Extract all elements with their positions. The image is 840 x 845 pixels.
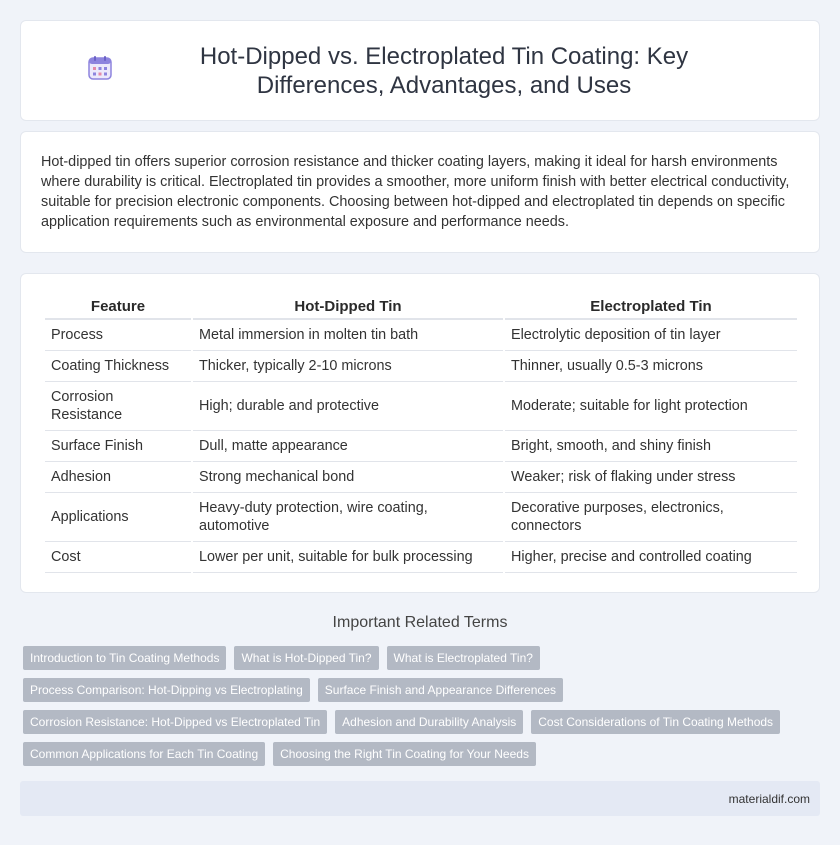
hot-dipped-cell: Thicker, typically 2-10 microns bbox=[193, 351, 503, 382]
title-card bbox=[20, 20, 820, 121]
footer bbox=[20, 781, 820, 816]
feature-cell: Surface Finish bbox=[45, 431, 191, 462]
related-term-link[interactable]: What is Hot-Dipped Tin? bbox=[234, 646, 378, 670]
header-hot-dipped: Hot-Dipped Tin bbox=[193, 294, 503, 320]
feature-cell: Cost bbox=[45, 542, 191, 573]
hot-dipped-cell: Strong mechanical bond bbox=[193, 462, 503, 493]
related-terms-tags bbox=[23, 646, 823, 774]
related-term-link[interactable]: Process Comparison: Hot-Dipping vs Electroplating bbox=[23, 678, 310, 702]
related-term-link[interactable]: Common Applications for Each Tin Coating bbox=[23, 742, 265, 766]
electroplated-cell: Moderate; suitable for light protection bbox=[505, 382, 797, 431]
table-row bbox=[45, 382, 797, 431]
table-row bbox=[45, 431, 797, 462]
feature-cell: Corrosion Resistance bbox=[45, 382, 191, 431]
table-header-row bbox=[45, 294, 797, 320]
tag-row bbox=[23, 710, 823, 734]
table-row bbox=[45, 320, 797, 351]
related-term-link[interactable]: Choosing the Right Tin Coating for Your Needs bbox=[273, 742, 536, 766]
hot-dipped-cell: Metal immersion in molten tin bath bbox=[193, 320, 503, 351]
electroplated-cell: Electrolytic deposition of tin layer bbox=[505, 320, 797, 351]
hot-dipped-cell: Lower per unit, suitable for bulk processing bbox=[193, 542, 503, 573]
title-wrap bbox=[70, 42, 770, 100]
electroplated-cell: Thinner, usually 0.5-3 microns bbox=[505, 351, 797, 382]
table-row bbox=[45, 542, 797, 573]
electroplated-cell: Weaker; risk of flaking under stress bbox=[505, 462, 797, 493]
hot-dipped-cell: Dull, matte appearance bbox=[193, 431, 503, 462]
feature-cell: Applications bbox=[45, 493, 191, 542]
related-term-link[interactable]: Cost Considerations of Tin Coating Methods bbox=[531, 710, 780, 734]
related-term-link[interactable]: Surface Finish and Appearance Differences bbox=[318, 678, 563, 702]
table-row bbox=[45, 351, 797, 382]
feature-cell: Process bbox=[45, 320, 191, 351]
related-term-link[interactable]: Adhesion and Durability Analysis bbox=[335, 710, 523, 734]
hot-dipped-cell: Heavy-duty protection, wire coating, automotive bbox=[193, 493, 503, 542]
tag-row bbox=[23, 678, 823, 702]
electroplated-cell: Bright, smooth, and shiny finish bbox=[505, 431, 797, 462]
intro-card bbox=[20, 131, 820, 253]
feature-cell: Coating Thickness bbox=[45, 351, 191, 382]
comparison-table-card bbox=[20, 273, 820, 593]
tag-row bbox=[23, 742, 823, 766]
header-electroplated: Electroplated Tin bbox=[505, 294, 797, 320]
intro-paragraph: Hot-dipped tin offers superior corrosion resistance and thicker coating layers, making it ideal for harsh environments where durability is critical. Electroplated tin provides a smoother, more uniform finish with better electrical conductivity, suitable for precision electronic components. Choosing between hot-dipped and electroplated tin depends on specific application requirements such as environmental exposure and performance needs. bbox=[41, 154, 790, 230]
electroplated-cell: Higher, precise and controlled coating bbox=[505, 542, 797, 573]
table-row bbox=[45, 493, 797, 542]
header-feature: Feature bbox=[45, 294, 191, 320]
footer-site-link[interactable]: materialdif.com bbox=[728, 791, 810, 806]
calendar-grid-icon bbox=[86, 54, 114, 82]
related-terms-title: Important Related Terms bbox=[332, 614, 508, 631]
table-row bbox=[45, 462, 797, 493]
hot-dipped-cell: High; durable and protective bbox=[193, 382, 503, 431]
tag-row bbox=[23, 646, 823, 670]
related-term-link[interactable]: What is Electroplated Tin? bbox=[387, 646, 540, 670]
feature-cell: Adhesion bbox=[45, 462, 191, 493]
electroplated-cell: Decorative purposes, electronics, connectors bbox=[505, 493, 797, 542]
related-term-link[interactable]: Corrosion Resistance: Hot-Dipped vs Electroplated Tin bbox=[23, 710, 327, 734]
comparison-table bbox=[43, 294, 799, 573]
page-title: Hot-Dipped vs. Electroplated Tin Coating: Key Differences, Advantages, and Uses bbox=[199, 42, 689, 99]
related-term-link[interactable]: Introduction to Tin Coating Methods bbox=[23, 646, 226, 670]
